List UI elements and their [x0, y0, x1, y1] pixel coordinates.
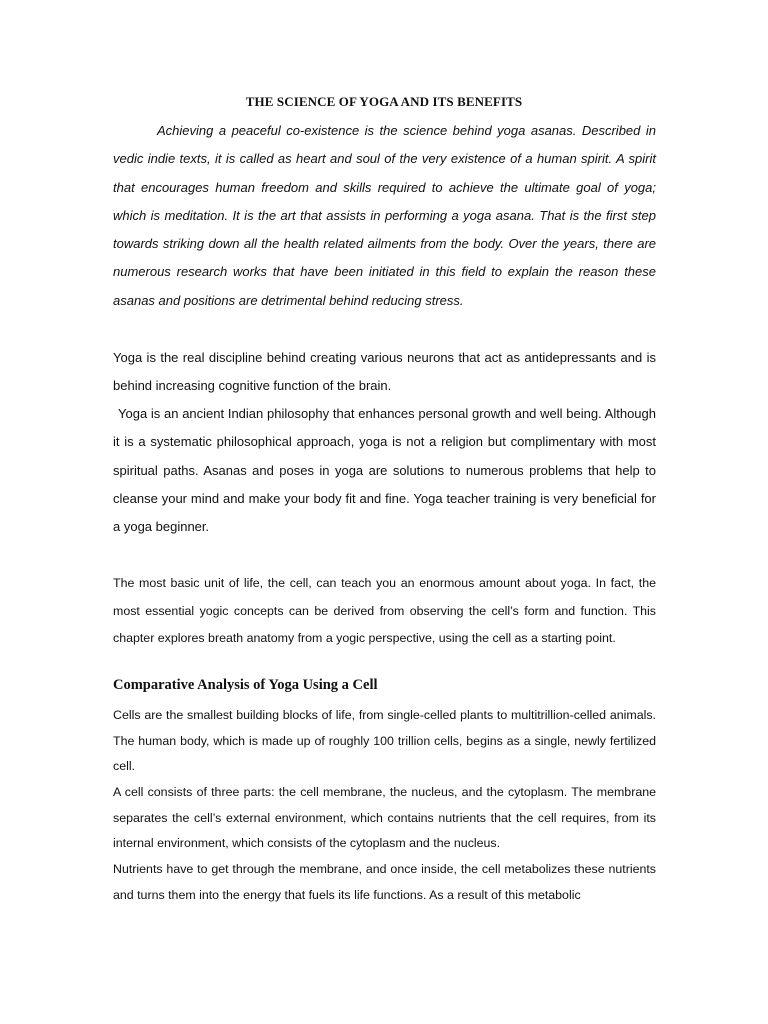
- body-paragraph: Yoga is the real discipline behind creating various neurons that act as antidepressants and is behind increasing cognitive function of the brain.: [113, 350, 656, 394]
- body-paragraph: The most basic unit of life, the cell, can teach you an enormous amount about yoga. In fact, the most essential yogic concepts can be derived from observing the cell’s form and function. This chapter explores breath anatomy from a yogic perspective, using the cell as a starting point.: [113, 576, 656, 645]
- document-title: THE SCIENCE OF YOGA AND ITS BENEFITS: [245, 94, 523, 109]
- body-paragraph: Yoga is an ancient Indian philosophy that enhances personal growth and well being. Although it is a systematic philosophical approach, yoga is not a religion but complimentary with most spiritual paths. Asanas and poses in yoga are solutions to numerous problems that help to cleanse your mind and make your body fit and fine. Yoga teacher training is very beneficial for a yoga beginner.: [113, 406, 656, 535]
- intro-paragraph: Achieving a peaceful co-existence is the science behind yoga asanas. Described in vedic indie texts, it is called as heart and soul of the very existence of a human spirit. A spirit that encourages human freedom and skills required to achieve the ultimate goal of yoga; which is meditation. It is the art that assists in performing a yoga asana. That is the first step towards striking down all the health related ailments from the body. Over the years, there are numerous research works that have been initiated in this field to explain the reason these asanas and positions are detrimental behind reducing stress.: [113, 123, 656, 308]
- body-paragraph: Nutrients have to get through the membrane, and once inside, the cell metabolizes these nutrients and turns them into the energy that fuels its life functions. As a result of this metabolic: [113, 862, 656, 902]
- body-paragraph: A cell consists of three parts: the cell membrane, the nucleus, and the cytoplasm. The membrane separates the cell’s external environment, which contains nutrients that the cell requires, from its internal environment, which consists of the cytoplasm and the nucleus.: [113, 785, 656, 850]
- body-paragraph: Cells are the smallest building blocks of life, from single-celled plants to multitrillion-celled animals. The human body, which is made up of roughly 100 trillion cells, begins as a single, newly fertilized cell.: [113, 708, 656, 773]
- section-heading: Comparative Analysis of Yoga Using a Cell: [113, 677, 378, 693]
